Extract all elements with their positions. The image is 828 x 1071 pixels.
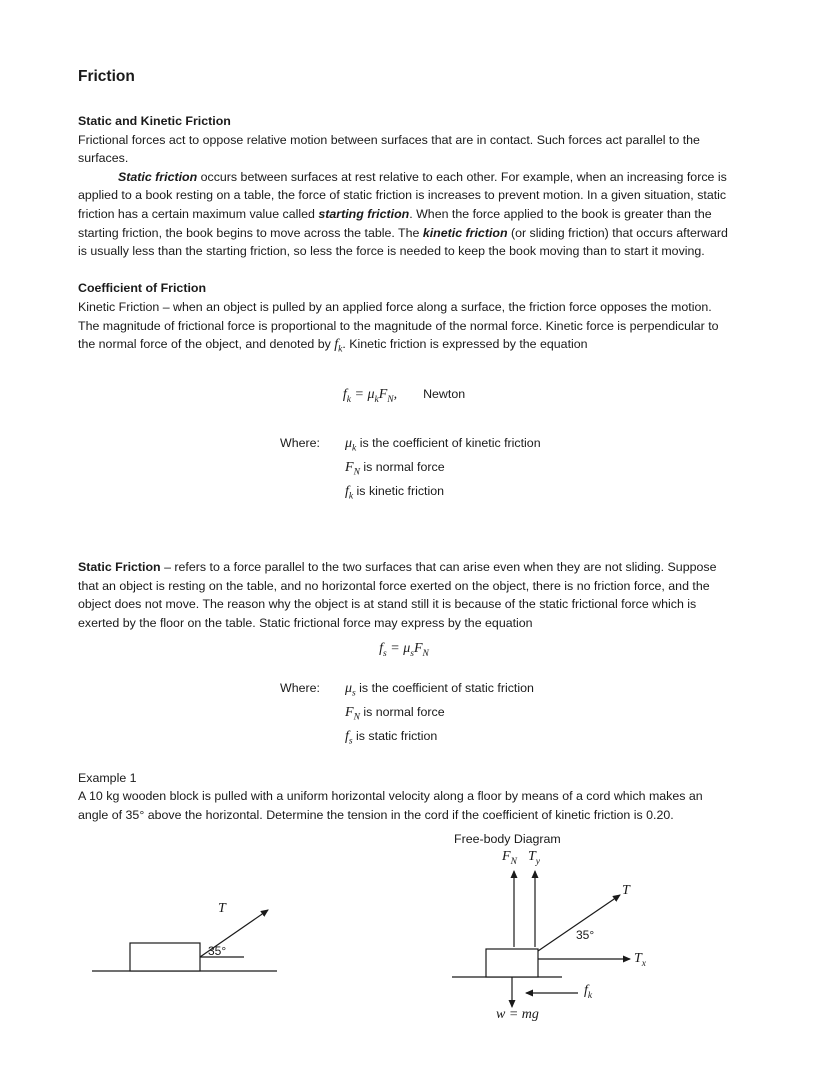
kinetic-friction-label: $f_k$ — [584, 983, 593, 1002]
equation-kinetic-friction: $f_k = \mu_kF_N$, Newton — [342, 387, 466, 406]
page-title: Friction — [78, 68, 135, 85]
definition-list-kinetic — [345, 434, 541, 506]
where-label: Where: — [280, 681, 320, 696]
definition-static-friction: $f_s$ is static friction — [345, 729, 438, 747]
example-heading: Example 1 — [78, 770, 137, 785]
paragraph-kinetic-friction: Kinetic Friction – when an object is pulled by an applied force along a surface, the friction force opposes the motion. The magnitude of frictional force is proportional to the magnitude of the normal force. Kinetic force is perpendicular to the normal force of the object, and denoted by $f_k$. Kinetic friction is expressed by the equation — [78, 299, 719, 355]
block-pull-svg — [92, 901, 362, 1016]
free-body-diagram-title: Free-body Diagram — [454, 832, 561, 847]
block — [486, 949, 538, 977]
paragraph-static-friction: Static friction occurs between surfaces at rest relative to each other. For example, when an increasing force is applied to a book resting on a table, the force of static friction is increases to prevent motion. In a given situation, static friction has a certain maximum value called starting friction. When the force applied to the book is greater than the starting friction, the book begins to move across the table. The kinetic friction (or sliding friction) that occurs afterward is usually less than the starting friction, so less the force is needed to keep the book moving than to start it moving. — [78, 169, 728, 259]
free-body-diagram — [438, 831, 738, 1041]
where-block-kinetic — [280, 434, 730, 506]
paragraph-static-friction-definition: Static Friction – refers to a force parallel to the two surfaces that can arise even when they are not sliding. Suppose that an object is resting on the table, and no horizontal force exerted on the object, there is no friction force, and the object does not move. The reason why the object is at stand still it is because of the static frictional force which is exerted by the floor on the table. Static frictional force may express by the equation — [78, 560, 717, 630]
definition-kinetic-friction: $f_k$ is kinetic friction — [345, 484, 445, 502]
diagram-section — [78, 831, 730, 1051]
where-block-static — [280, 679, 730, 751]
tension-arrow — [538, 895, 620, 951]
where-label: Where: — [280, 435, 320, 450]
definition-list-static — [345, 679, 534, 751]
definition-coefficient-static: $\mu_s$ is the coefficient of static friction — [345, 681, 534, 699]
tension-x-label: $T_x$ — [634, 951, 647, 970]
equation-static-friction: $f_s = \mu_sF_N$ — [379, 640, 429, 659]
definition-normal-force: $F_N$ is normal force — [345, 705, 445, 723]
weight-label: w = mg — [496, 1007, 539, 1023]
tension-label: T — [218, 901, 226, 917]
angle-label: 35° — [576, 928, 595, 943]
block-pull-diagram — [92, 901, 362, 1016]
tension-label: T — [622, 883, 630, 899]
block — [130, 943, 200, 971]
example-body: A 10 kg wooden block is pulled with a uniform horizontal velocity along a floor by means of a cord which makes an angle of 35° above the horizontal. Determine the tension in the cord if the coefficient of kinetic friction is 0.20. — [78, 789, 703, 822]
heading-coefficient-of-friction: Coefficient of Friction — [78, 281, 207, 296]
heading-static-and-kinetic-friction: Static and Kinetic Friction — [78, 114, 231, 128]
paragraph-intro: Frictional forces act to oppose relative motion between surfaces that are in contact. Such forces act parallel to the surfaces. — [78, 132, 700, 166]
definition-coefficient-kinetic: $\mu_k$ is the coefficient of kinetic friction — [345, 435, 541, 454]
angle-label: 35° — [208, 944, 227, 959]
normal-force-label: $F_N$ — [502, 849, 517, 868]
tension-y-label: $T_y$ — [528, 849, 541, 868]
definition-normal-force: $F_N$ is normal force — [345, 460, 445, 478]
